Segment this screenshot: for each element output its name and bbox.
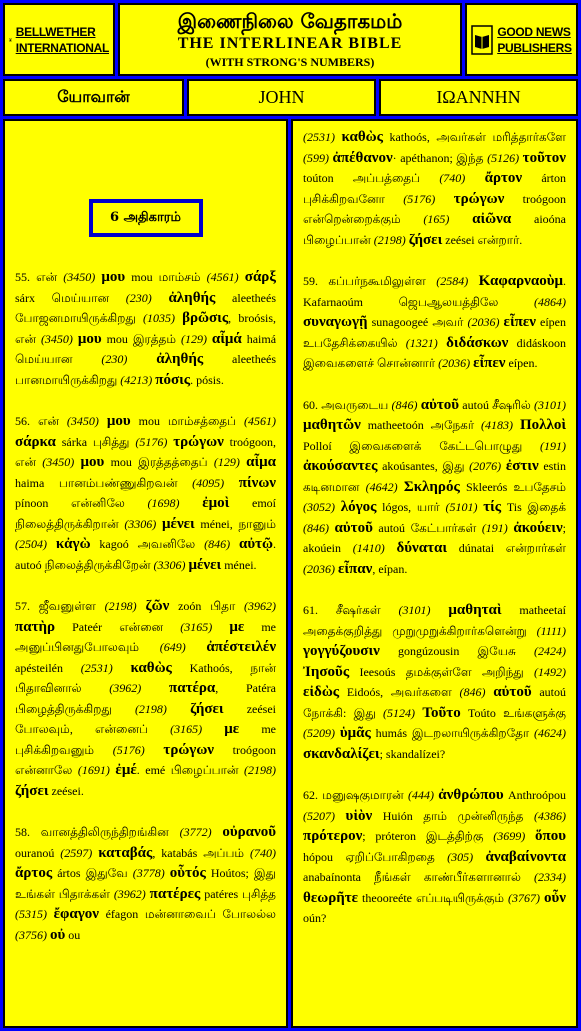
book-name-greek-panel <box>379 79 578 116</box>
bellwether-logo-panel <box>3 3 115 76</box>
verse-paragraph: 56. என் (3450) μου mou மாம்சத்தைப் (4561) σάρκα sárka புசித்து (5176) τρώγων troógoon, என் (3450) μου mou இரத்தத்தைப் (129) αἷμα haima பானம்பண்ணுகிறவன் (4095) πίνων pínoon என்னிலே (1698) ἐμοὶ emoí நிலைத்திருக்கிறான் (3306) μένει ménei, நானும் (2504) κἀγὼ kagoó அவனிலே (846) αὐτῷ. autoó நிலைத்திருக்கிறேன் (3306) μένει ménei. <box>15 413 277 573</box>
title-panel <box>118 3 462 76</box>
bellwether-logo-line: BELLWETHER <box>15 24 96 39</box>
right-verse-list <box>303 127 566 929</box>
verse-paragraph: 59. கப்பர்நகூமிலுள்ள (2584) Καφαρναοὺμ. Kafarnaoúm ஜெபஆலயத்திலே (4864) συναγωγῇ sunagoogeé அவர் (2036) εἶπεν eípen உபதேசிக்கையில் (1321) διδάσκων didáskoon இவைகளைச் சொன்னார் (2036) εἶπεν eípen. <box>303 273 567 371</box>
book-name-english: JOHN <box>258 87 305 107</box>
title-tamil: இணைநிலை வேதாகமம் <box>177 9 403 33</box>
left-column <box>3 119 288 1028</box>
bell-icon <box>9 25 12 55</box>
left-verse-list <box>15 267 276 945</box>
book-name-tamil: யோவான் <box>57 87 130 106</box>
good-news-logo-line: PUBLISHERS <box>497 40 572 55</box>
verse-paragraph: 62. மனுஷகுமாரன் (444) ἀνθρώπου Anthroópou (5207) υἱὸν Huión தாம் முன்னிருந்த (4386) πρότερον; próteron இடத்திற்கு (3699) ὅπου hópou ஏறிப்போகிறதை (305) ἀναβαίνοντα anabaínonta நீங்கள் காண்பீர்களானால் (2334) θεωρῆτε theooreéte எப்படியிருக்கும் (3767) οὖν oún? <box>303 787 567 925</box>
good-news-logo-panel <box>465 3 578 76</box>
verse-paragraph: 58. வானத்திலிருந்திறங்கின (3772) οὐρανοῦ ouranoú (2597) καταβάς, katabás அப்பம் (740) ἄρτος ártos இதுவே (3778) οὗτός Hoútos; இது உங்கள் பிதாக்கள் (3962) πατέρες patéres புசித்த (5315) ἔφαγον éfagon மன்னாவைப் போலல்ல (3756) οὐ ou <box>15 824 277 943</box>
book-name-tamil-panel <box>3 79 184 116</box>
good-news-logo-text <box>497 24 571 56</box>
title-english: THE INTERLINEAR BIBLE <box>177 35 403 52</box>
right-column <box>291 119 578 1028</box>
verse-paragraph: 55. என் (3450) μου mou மாம்சம் (4561) σάρξ sárx மெய்யான (230) ἀληθής aleetheés போஜனமாயிருக்கிறது (1035) βρῶσις, broósis, என் (3450) μου mou இரத்தம் (129) αἷμά haimá மெய்யான (230) ἀληθής aleetheés பானமாயிருக்கிறது (4213) πόσις. pósis. <box>15 269 277 388</box>
good-news-logo-line: GOOD NEWS <box>497 24 571 39</box>
verse-paragraph: (2531) καθὼς kathoós, அவர்கள் மரித்தார்களே (599) ἀπέθανον· apéthanon; இந்த (5126) τοῦτον toúton அப்பத்தைப் (740) ἄρτον árton புசிக்கிறவனோ (5176) τρώγων troógoon என்றென்றைக்கும் (165) αἰῶνα aioóna பிழைப்பான் (2198) ζήσει zeései என்றார். <box>303 129 567 248</box>
book-name-greek: IΩANNHN <box>436 87 521 107</box>
bellwether-logo-line: INTERNATIONAL <box>15 40 109 55</box>
verse-paragraph: 60. அவருடைய (846) αὐτοῦ autoú சீஷரில் (3101) μαθητῶν matheetoón அநேகர் (4183) Πολλοὶ Polloí இவைகளைக் கேட்டபொழுது (191) ἀκούσαντες akoúsantes, இது (2076) ἐστιν estin கடினமான (4642) Σκληρός Skleerós உபதேசம் (3052) λόγος lógos, யார் (5101) τίς Tis இதைக் (846) αὐτοῦ autoú கேட்பார்கள் (191) ἀκούειν; akoúein (1410) δύναται dúnatai என்றார்கள் (2036) εἶπαν, eípan. <box>303 396 567 577</box>
bellwether-logo-text <box>16 24 109 56</box>
book-icon <box>471 25 493 55</box>
chapter-heading: 6 அதிகாரம் <box>89 199 203 237</box>
book-name-english-panel <box>187 79 376 116</box>
verse-paragraph: 61. சீஷர்கள் (3101) μαθηταὶ matheetaí அதைக்குறித்து முறுமுறுக்கிறார்களென்று (1111) γογγύζουσιν gongúzousin இயேசு (2424) Ἰησοῦς Ieesoús தமக்குள்ளே அறிந்து (1492) εἰδὼς Eidoós, அவர்களை (846) αὐτοῦ autoú நோக்கி: இது (5124) Τοῦτο Toúto உங்களுக்கு (5209) ὑμᾶς humás இடறலாயிருக்கிறதோ (4624) σκανδαλίζει; skandalízei? <box>303 602 567 762</box>
title-subtitle: (WITH STRONG'S NUMBERS) <box>205 55 375 69</box>
verse-paragraph: 57. ஜீவனுள்ள (2198) ζῶν zoón பிதா (3962) πατὴρ Pateér என்னை (3165) με me அனுப்பினதுபோலவும் (649) ἀπέστειλέν apésteilén (2531) καθὼς Kathoós, நான் பிதாவினால் (3962) πατέρα, Patéra பிழைத்திருக்கிறது (2198) ζήσει zeései போலவும், என்னைப் (3165) με me புசிக்கிறவனும் (5176) τρώγων troógoon என்னாலே (1691) ἐμέ. emé பிழைப்பான் (2198) ζήσει zeései. <box>15 598 277 799</box>
